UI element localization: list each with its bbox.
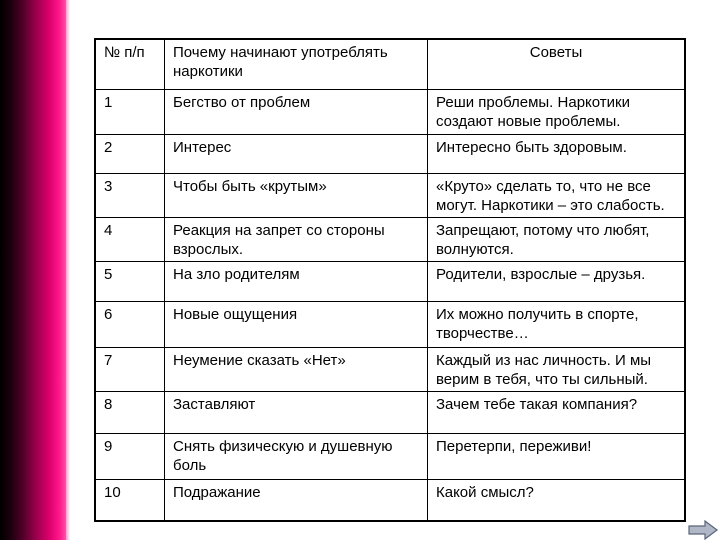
row-reason-cell: Заставляют xyxy=(165,391,428,433)
advice-table xyxy=(94,38,686,522)
table-row xyxy=(95,347,685,391)
row-num-cell: 4 xyxy=(95,217,165,261)
row-reason-cell: Реакция на запрет со стороны взрослых. xyxy=(165,217,428,261)
row-reason-cell: Подражание xyxy=(165,479,428,521)
row-advice-cell: Их можно получить в спорте, творчестве… xyxy=(428,301,686,347)
table-header-row xyxy=(95,39,685,89)
decorative-band-edge xyxy=(66,0,70,540)
row-num-cell: 6 xyxy=(95,301,165,347)
table-row xyxy=(95,391,685,433)
row-num-cell: 10 xyxy=(95,479,165,521)
row-advice-cell: Запрещают, потому что любят, волнуются. xyxy=(428,217,686,261)
table-row xyxy=(95,134,685,173)
table-row xyxy=(95,301,685,347)
row-advice-cell: Какой смысл? xyxy=(428,479,686,521)
right-arrow-icon xyxy=(688,520,718,540)
row-reason-cell: Снять физическую и душевную боль xyxy=(165,433,428,479)
row-advice-cell: Реши проблемы. Наркотики создают новые проблемы. xyxy=(428,89,686,134)
row-advice-cell: Перетерпи, переживи! xyxy=(428,433,686,479)
table-row xyxy=(95,173,685,217)
row-num-cell: 1 xyxy=(95,89,165,134)
row-reason-cell: Чтобы быть «крутым» xyxy=(165,173,428,217)
row-num-cell: 9 xyxy=(95,433,165,479)
row-num-cell: 7 xyxy=(95,347,165,391)
row-reason-cell: На зло родителям xyxy=(165,261,428,301)
row-advice-cell: Интересно быть здоровым. xyxy=(428,134,686,173)
header-reason-cell: Почему начинают употреблять наркотики xyxy=(165,39,428,89)
row-reason-cell: Новые ощущения xyxy=(165,301,428,347)
table-row xyxy=(95,89,685,134)
row-num-cell: 3 xyxy=(95,173,165,217)
row-num-cell: 8 xyxy=(95,391,165,433)
row-reason-cell: Интерес xyxy=(165,134,428,173)
header-advice-cell: Советы xyxy=(428,39,686,89)
row-advice-cell: «Круто» сделать то, что не все могут. Наркотики – это слабость. xyxy=(428,173,686,217)
row-advice-cell: Родители, взрослые – друзья. xyxy=(428,261,686,301)
row-advice-cell: Каждый из нас личность. И мы верим в тебя, что ты сильный. xyxy=(428,347,686,391)
header-num-cell: № п/п xyxy=(95,39,165,89)
table-row xyxy=(95,217,685,261)
table-row xyxy=(95,479,685,521)
row-reason-cell: Бегство от проблем xyxy=(165,89,428,134)
table-row xyxy=(95,433,685,479)
decorative-left-band xyxy=(0,0,68,540)
row-num-cell: 5 xyxy=(95,261,165,301)
row-reason-cell: Неумение сказать «Нет» xyxy=(165,347,428,391)
row-advice-cell: Зачем тебе такая компания? xyxy=(428,391,686,433)
row-num-cell: 2 xyxy=(95,134,165,173)
next-slide-button[interactable] xyxy=(688,520,718,540)
table-row xyxy=(95,261,685,301)
